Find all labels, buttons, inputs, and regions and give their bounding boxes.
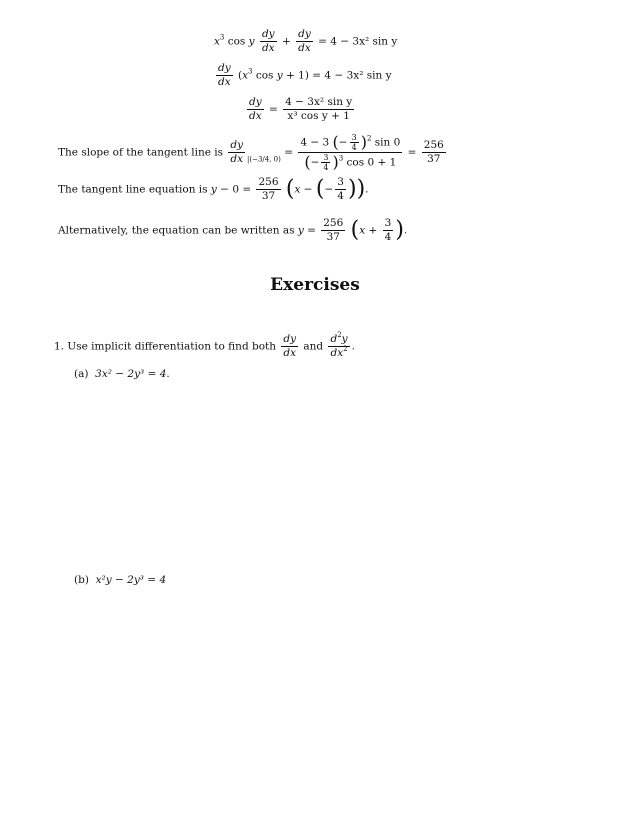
slope-text: The slope of the tangent line is (58, 146, 224, 159)
evaluation-point: (−3/4, 0) (249, 155, 281, 164)
exercise-item-1: 1. Use implicit differentiation to find both $\frac{dy}{dx}$ and $\frac{d^2y}{dx^2}$ . (54, 331, 355, 359)
tangent-text: The tangent line equation is (58, 183, 208, 196)
fraction-solution: $\frac{\text{4 − 3x² sin y}}{\text{x³ cos y + 1}}$ (285, 96, 353, 122)
fraction-dy-dx: $\frac{dy}{dx}$ (298, 28, 311, 54)
part-b-label: (b) (74, 574, 89, 586)
part-a-equation: 3x² − 2y³ = 4. (95, 368, 170, 380)
fraction-slope-evaluated: 4 − 3 (− $\frac{3}{4}$ )$^2$ sin 0 (− $\frac{3}{4}$ )$^3$ cos 0 + 1 (300, 132, 401, 172)
tangent-line: The tangent line equation is y − 0 = $\frac{256}{37}$ (x − (− $\frac{3}{4}$ )). (58, 176, 369, 202)
fraction-dy-dx: $\frac{dy}{dx}$ (218, 62, 231, 88)
equation-rhs: = 4 − 3x² sin y (318, 35, 398, 48)
fraction-slope-result: $\frac{256}{37}$ (423, 139, 444, 165)
fraction-slope-result: $\frac{256}{37}$ (323, 217, 344, 243)
part-a-label: (a) (74, 368, 89, 380)
equation-line-3: $\frac{dy}{dx}$ = $\frac{\text{4 − 3x² sin y}}{\text{x³ cos y + 1}}$ (249, 96, 353, 122)
exercise-part-b (74, 574, 166, 586)
exercise-part-a (74, 368, 170, 380)
exercises-title: Exercises (270, 275, 360, 295)
equation-line-1: $x^3$ cos y $\frac{dy}{dx}$ + $\frac{dy}{dx}$ = 4 − 3x² sin y (214, 28, 398, 54)
equation-rhs: = 4 − 3x² sin y (312, 69, 392, 82)
fraction-dy-dx: $\frac{dy}{dx}$ (283, 333, 297, 359)
exercise-number: 1. (54, 340, 65, 353)
equation-line-2: $\frac{dy}{dx}$ ($x^3$ cos y + 1) = 4 − 3x² sin y (218, 62, 392, 88)
fraction-dy-dx: $\frac{dy}{dx}$ (230, 139, 244, 165)
exercise-instruction: Use implicit differentiation to find both (67, 340, 277, 353)
part-b-equation: x²y − 2y³ = 4 (95, 574, 167, 586)
slope-line: The slope of the tangent line is $\frac{dy}{dx}$ $_{|(-3/4, 0)}$ = 4 − 3 (− $\frac{3}{4}$ )$^2$ sin 0 (− $\frac{3}{4}$ )$^3$ cos 0 + 1 = $\frac{256}{37}$ (58, 132, 444, 172)
fraction-dy-dx: $\frac{dy}{dx}$ (261, 28, 275, 54)
alternative-text: Alternatively, the equation can be written as (58, 224, 295, 237)
fraction-slope-result: $\frac{256}{37}$ (258, 176, 279, 202)
fraction-dy-dx: $\frac{dy}{dx}$ (249, 96, 262, 122)
fraction-second-derivative: $\frac{d^2y}{dx^2}$ (330, 331, 348, 359)
alternative-line: Alternatively, the equation can be written as y = $\frac{256}{37}$ (x + $\frac{3}{4}$ ). (58, 217, 408, 243)
exercise-and: and (303, 340, 324, 353)
